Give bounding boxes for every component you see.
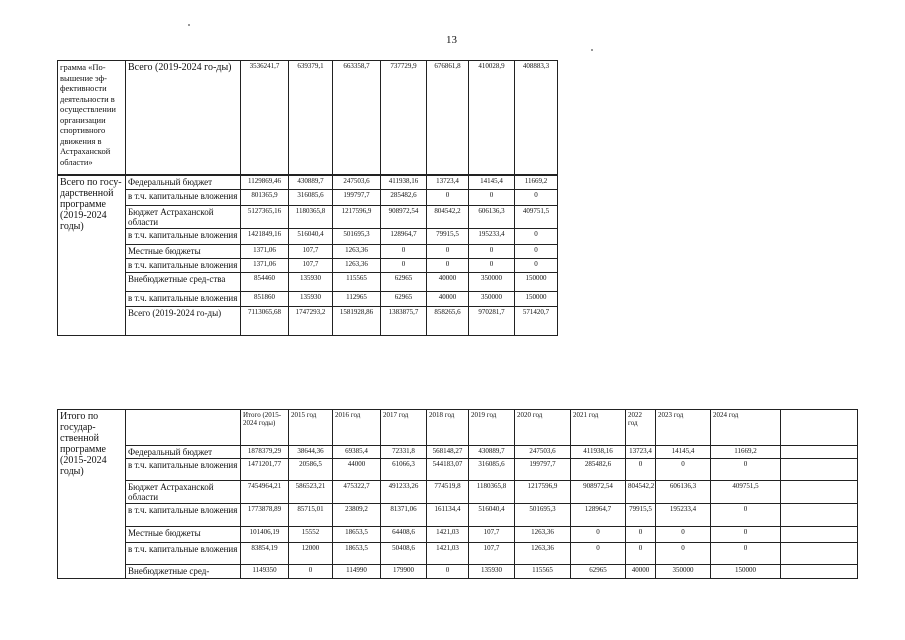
value-cell: 150000 bbox=[515, 273, 558, 292]
empty-cell bbox=[781, 459, 858, 481]
value-cell: 0 bbox=[289, 565, 333, 579]
row-label: Бюджет Астраханской области bbox=[126, 481, 241, 504]
value-cell: 606136,3 bbox=[469, 206, 515, 229]
value-cell: 0 bbox=[571, 527, 626, 543]
value-cell: 5127365,16 bbox=[241, 206, 289, 229]
value-cell: 663358,7 bbox=[333, 61, 381, 175]
value-cell: 409751,5 bbox=[515, 206, 558, 229]
page-number: 13 bbox=[446, 34, 457, 46]
year-column-header: 2019 год bbox=[469, 410, 515, 446]
value-cell: 150000 bbox=[711, 565, 781, 579]
table-row bbox=[58, 459, 858, 481]
year-column-header: 2018 год bbox=[427, 410, 469, 446]
value-cell: 501695,3 bbox=[333, 229, 381, 245]
value-cell: 544183,07 bbox=[427, 459, 469, 481]
value-cell: 62965 bbox=[381, 292, 427, 307]
value-cell: 1180365,8 bbox=[289, 206, 333, 229]
value-cell: 409751,5 bbox=[711, 481, 781, 504]
value-cell: 114990 bbox=[333, 565, 381, 579]
value-cell: 1217596,9 bbox=[515, 481, 571, 504]
value-cell: 161134,4 bbox=[427, 504, 469, 527]
year-column-header: 2016 год bbox=[333, 410, 381, 446]
value-cell: 1421,03 bbox=[427, 543, 469, 565]
table-row bbox=[58, 481, 858, 504]
value-cell: 7113065,68 bbox=[241, 307, 289, 336]
table-row bbox=[58, 245, 558, 259]
value-cell: 44000 bbox=[333, 459, 381, 481]
table-row bbox=[58, 259, 558, 273]
value-cell: 62965 bbox=[381, 273, 427, 292]
value-cell: 199797,7 bbox=[515, 459, 571, 481]
value-cell: 23809,2 bbox=[333, 504, 381, 527]
value-cell: 179900 bbox=[381, 565, 427, 579]
value-cell: 7454964,21 bbox=[241, 481, 289, 504]
value-cell: 13723,4 bbox=[626, 446, 656, 459]
value-cell: 18653,5 bbox=[333, 543, 381, 565]
program-name: Всего по госу-дарственной программе (2019-2024 годы) bbox=[58, 176, 126, 336]
value-cell: 408883,3 bbox=[515, 61, 558, 175]
row-label: в т.ч. капитальные вложения bbox=[126, 229, 241, 245]
value-cell: 0 bbox=[711, 459, 781, 481]
empty-cell bbox=[781, 543, 858, 565]
value-cell: 491233,26 bbox=[381, 481, 427, 504]
value-cell: 0 bbox=[626, 543, 656, 565]
value-cell: 676861,8 bbox=[427, 61, 469, 175]
value-cell: 285482,6 bbox=[571, 459, 626, 481]
value-cell: 107,7 bbox=[289, 245, 333, 259]
row-label: Местные бюджеты bbox=[126, 527, 241, 543]
value-cell: 62965 bbox=[571, 565, 626, 579]
year-column-header: 2023 год bbox=[656, 410, 711, 446]
value-cell: 0 bbox=[381, 245, 427, 259]
value-cell: 0 bbox=[626, 527, 656, 543]
value-cell: 516040,4 bbox=[289, 229, 333, 245]
row-label: в т.ч. капитальные вложения bbox=[126, 259, 241, 273]
value-cell: 350000 bbox=[469, 273, 515, 292]
value-cell: 64408,6 bbox=[381, 527, 427, 543]
value-cell: 0 bbox=[427, 565, 469, 579]
header-row bbox=[58, 410, 858, 446]
table-row bbox=[58, 504, 858, 527]
value-cell: 0 bbox=[469, 190, 515, 206]
value-cell: 0 bbox=[711, 527, 781, 543]
empty-cell bbox=[781, 504, 858, 527]
value-cell: 85715,01 bbox=[289, 504, 333, 527]
value-cell: 1747293,2 bbox=[289, 307, 333, 336]
value-cell: 854460 bbox=[241, 273, 289, 292]
row-label: Внебюджетные сред-ства bbox=[126, 273, 241, 292]
value-cell: 150000 bbox=[515, 292, 558, 307]
table-row bbox=[58, 565, 858, 579]
value-cell: 20586,5 bbox=[289, 459, 333, 481]
value-cell: 737729,9 bbox=[381, 61, 427, 175]
table-row bbox=[58, 543, 858, 565]
value-cell: 40000 bbox=[427, 292, 469, 307]
empty-header-cell bbox=[781, 410, 858, 446]
row-label: в т.ч. капитальные вложения bbox=[126, 504, 241, 527]
value-cell: 101406,19 bbox=[241, 527, 289, 543]
value-cell: 135930 bbox=[469, 565, 515, 579]
value-cell: 61066,3 bbox=[381, 459, 427, 481]
value-cell: 69385,4 bbox=[333, 446, 381, 459]
value-cell: 18653,5 bbox=[333, 527, 381, 543]
value-cell: 804542,2 bbox=[626, 481, 656, 504]
value-cell: 908972,54 bbox=[381, 206, 427, 229]
value-cell: 247503,6 bbox=[515, 446, 571, 459]
row-label: в т.ч. капитальные вложения bbox=[126, 292, 241, 307]
value-cell: 1263,36 bbox=[333, 259, 381, 273]
value-cell: 1421,03 bbox=[427, 527, 469, 543]
value-cell: 586523,21 bbox=[289, 481, 333, 504]
value-cell: 14145,4 bbox=[656, 446, 711, 459]
value-cell: 247503,6 bbox=[333, 176, 381, 190]
total-column-header: Итого (2015-2024 годы) bbox=[241, 410, 289, 446]
value-cell: 804542,2 bbox=[427, 206, 469, 229]
table-row bbox=[58, 273, 558, 292]
value-cell: 1383875,7 bbox=[381, 307, 427, 336]
value-cell: 0 bbox=[427, 259, 469, 273]
value-cell: 11669,2 bbox=[711, 446, 781, 459]
value-cell: 107,7 bbox=[469, 543, 515, 565]
value-cell: 1149350 bbox=[241, 565, 289, 579]
value-cell: 1371,06 bbox=[241, 259, 289, 273]
value-cell: 501695,3 bbox=[515, 504, 571, 527]
table-row bbox=[58, 292, 558, 307]
table-row bbox=[58, 229, 558, 245]
value-cell: 475322,7 bbox=[333, 481, 381, 504]
value-cell: 11669,2 bbox=[515, 176, 558, 190]
empty-cell bbox=[781, 565, 858, 579]
value-cell: 516040,4 bbox=[469, 504, 515, 527]
value-cell: 83854,19 bbox=[241, 543, 289, 565]
value-cell: 107,7 bbox=[469, 527, 515, 543]
value-cell: 79915,5 bbox=[427, 229, 469, 245]
value-cell: 115565 bbox=[515, 565, 571, 579]
value-cell: 801365,9 bbox=[241, 190, 289, 206]
value-cell: 851860 bbox=[241, 292, 289, 307]
value-cell: 285482,6 bbox=[381, 190, 427, 206]
value-cell: 606136,3 bbox=[656, 481, 711, 504]
value-cell: 0 bbox=[626, 459, 656, 481]
row-label: Всего (2019-2024 го-ды) bbox=[126, 61, 241, 175]
value-cell: 0 bbox=[469, 259, 515, 273]
scan-speck bbox=[591, 49, 593, 51]
value-cell: 199797,7 bbox=[333, 190, 381, 206]
empty-header-cell bbox=[126, 410, 241, 446]
value-cell: 1878379,29 bbox=[241, 446, 289, 459]
value-cell: 3536241,7 bbox=[241, 61, 289, 175]
value-cell: 0 bbox=[571, 543, 626, 565]
value-cell: 135930 bbox=[289, 273, 333, 292]
value-cell: 0 bbox=[515, 259, 558, 273]
table-row bbox=[58, 190, 558, 206]
row-label: Федеральный бюджет bbox=[126, 176, 241, 190]
value-cell: 1421849,16 bbox=[241, 229, 289, 245]
value-cell: 40000 bbox=[626, 565, 656, 579]
scan-speck bbox=[188, 24, 190, 26]
value-cell: 0 bbox=[656, 543, 711, 565]
value-cell: 430889,7 bbox=[289, 176, 333, 190]
value-cell: 0 bbox=[469, 245, 515, 259]
value-cell: 50408,6 bbox=[381, 543, 427, 565]
year-column-header: 2021 год bbox=[571, 410, 626, 446]
row-label: Всего (2019-2024 го-ды) bbox=[126, 307, 241, 336]
value-cell: 195233,4 bbox=[469, 229, 515, 245]
value-cell: 639379,1 bbox=[289, 61, 333, 175]
value-cell: 12000 bbox=[289, 543, 333, 565]
value-cell: 350000 bbox=[469, 292, 515, 307]
row-label: в т.ч. капитальные вложения bbox=[126, 459, 241, 481]
program-2015-2024-table bbox=[57, 409, 858, 579]
year-column-header: 2015 год bbox=[289, 410, 333, 446]
value-cell: 411938,16 bbox=[571, 446, 626, 459]
value-cell: 14145,4 bbox=[469, 176, 515, 190]
value-cell: 1263,36 bbox=[515, 543, 571, 565]
value-cell: 0 bbox=[515, 190, 558, 206]
value-cell: 1129869,46 bbox=[241, 176, 289, 190]
value-cell: 908972,54 bbox=[571, 481, 626, 504]
value-cell: 112965 bbox=[333, 292, 381, 307]
subprogram-table bbox=[57, 60, 558, 175]
value-cell: 1217596,9 bbox=[333, 206, 381, 229]
value-cell: 128964,7 bbox=[571, 504, 626, 527]
value-cell: 15552 bbox=[289, 527, 333, 543]
value-cell: 0 bbox=[427, 190, 469, 206]
row-label: Внебюджетные сред- bbox=[126, 565, 241, 579]
year-column-header: 2024 год bbox=[711, 410, 781, 446]
row-label: в т.ч. капитальные вложения bbox=[126, 190, 241, 206]
value-cell: 1371,06 bbox=[241, 245, 289, 259]
value-cell: 316085,6 bbox=[289, 190, 333, 206]
value-cell: 195233,4 bbox=[656, 504, 711, 527]
value-cell: 571420,7 bbox=[515, 307, 558, 336]
value-cell: 72331,8 bbox=[381, 446, 427, 459]
value-cell: 0 bbox=[381, 259, 427, 273]
value-cell: 774519,8 bbox=[427, 481, 469, 504]
value-cell: 0 bbox=[656, 527, 711, 543]
table-row bbox=[58, 527, 858, 543]
value-cell: 38644,36 bbox=[289, 446, 333, 459]
subprogram-name: грамма «По-вышение эф-фективности деятельности в осуществлении организации спортивного движения в Астраханской области» bbox=[58, 61, 126, 175]
value-cell: 1471201,77 bbox=[241, 459, 289, 481]
program-2019-2024-table bbox=[57, 175, 558, 336]
table-row bbox=[58, 206, 558, 229]
value-cell: 0 bbox=[656, 459, 711, 481]
value-cell: 350000 bbox=[656, 565, 711, 579]
value-cell: 128964,7 bbox=[381, 229, 427, 245]
year-column-header: 2022 год bbox=[626, 410, 656, 446]
row-label: Местные бюджеты bbox=[126, 245, 241, 259]
value-cell: 135930 bbox=[289, 292, 333, 307]
value-cell: 568148,27 bbox=[427, 446, 469, 459]
table-row bbox=[58, 176, 558, 190]
empty-cell bbox=[781, 527, 858, 543]
year-column-header: 2020 год bbox=[515, 410, 571, 446]
value-cell: 410028,9 bbox=[469, 61, 515, 175]
row-label: Федеральный бюджет bbox=[126, 446, 241, 459]
value-cell: 0 bbox=[711, 504, 781, 527]
table-row bbox=[58, 446, 858, 459]
year-column-header: 2017 год bbox=[381, 410, 427, 446]
value-cell: 1263,36 bbox=[515, 527, 571, 543]
value-cell: 115565 bbox=[333, 273, 381, 292]
value-cell: 411938,16 bbox=[381, 176, 427, 190]
row-label: Бюджет Астраханской области bbox=[126, 206, 241, 229]
program-name: Итого по государ-ственной программе (2015-2024 годы) bbox=[58, 410, 126, 579]
value-cell: 0 bbox=[711, 543, 781, 565]
value-cell: 1263,36 bbox=[333, 245, 381, 259]
row-label: в т.ч. капитальные вложения bbox=[126, 543, 241, 565]
value-cell: 1180365,8 bbox=[469, 481, 515, 504]
empty-cell bbox=[781, 446, 858, 459]
table-row bbox=[58, 307, 558, 336]
value-cell: 0 bbox=[515, 245, 558, 259]
value-cell: 1773878,89 bbox=[241, 504, 289, 527]
value-cell: 1581928,86 bbox=[333, 307, 381, 336]
empty-cell bbox=[781, 481, 858, 504]
value-cell: 0 bbox=[515, 229, 558, 245]
value-cell: 970281,7 bbox=[469, 307, 515, 336]
value-cell: 13723,4 bbox=[427, 176, 469, 190]
value-cell: 40000 bbox=[427, 273, 469, 292]
value-cell: 0 bbox=[427, 245, 469, 259]
value-cell: 81371,06 bbox=[381, 504, 427, 527]
value-cell: 107,7 bbox=[289, 259, 333, 273]
value-cell: 316085,6 bbox=[469, 459, 515, 481]
value-cell: 858265,6 bbox=[427, 307, 469, 336]
value-cell: 430889,7 bbox=[469, 446, 515, 459]
value-cell: 79915,5 bbox=[626, 504, 656, 527]
